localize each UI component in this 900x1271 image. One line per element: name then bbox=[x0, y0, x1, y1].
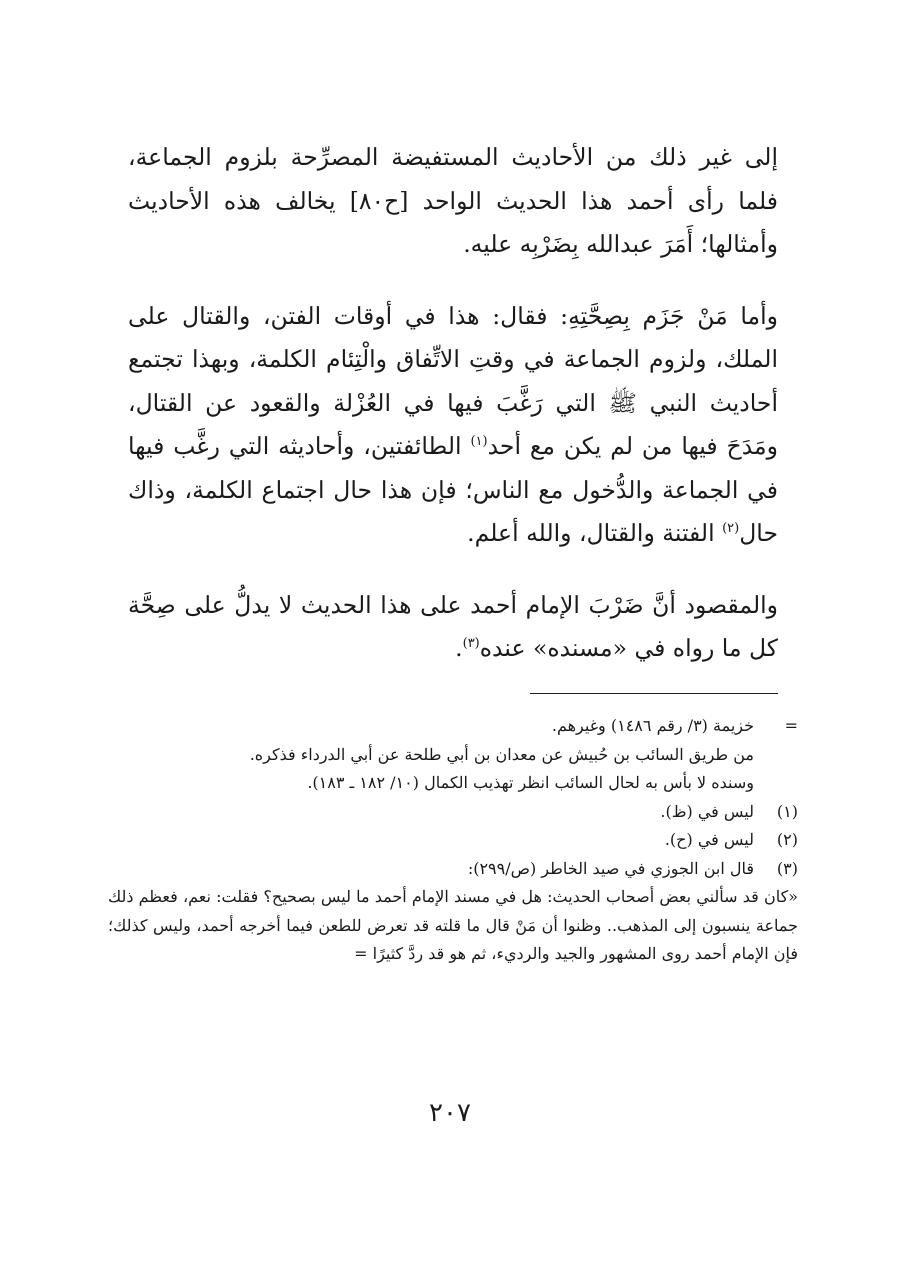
footnote-2-text: ليس في (ح). bbox=[664, 830, 754, 849]
footnote-3 bbox=[108, 855, 798, 884]
footnote-1 bbox=[108, 798, 798, 827]
paragraph-3 bbox=[128, 584, 778, 671]
footnote-1-text: ليس في (ظ). bbox=[660, 801, 754, 821]
footnote-continuation bbox=[108, 712, 798, 741]
main-text bbox=[128, 136, 778, 671]
paragraph-3-text-a: والمقصود أنَّ ضَرْبَ الإمام أحمد على هذا الحديث لا يدلُّ على صِحَّة كل ما رواه في «مسنده» عنده bbox=[128, 590, 778, 662]
footnote-cont-line-1: خزيمة (٣/ رقم ١٤٨٦) وغيرهم. bbox=[551, 716, 754, 735]
continuation-mark: = bbox=[784, 716, 798, 735]
footnote-1-mark: (١) bbox=[776, 801, 798, 821]
footnote-separator bbox=[530, 693, 778, 694]
footnotes bbox=[108, 712, 798, 969]
paragraph-2-text-b: الطائفتين، وأحاديثه التي رغَّب فيها في الجماعة والدُّخول مع الناس؛ فإن هذا حال اجتماع الكلمة، وذاك حال bbox=[128, 432, 778, 547]
paragraph-3-text-b: . bbox=[455, 634, 463, 662]
footnote-cont-line-3: وسنده لا بأس به لحال السائب انظر تهذيب الكمال (١٠/ ١٨٢ ـ ١٨٣). bbox=[307, 773, 754, 792]
page-number: ٢٠٧ bbox=[429, 1098, 471, 1128]
footnote-2-mark: (٢) bbox=[776, 830, 798, 849]
footnote-ref-2: (٢) bbox=[722, 521, 740, 536]
footnote-cont-line-2: من طريق السائب بن حُبيش عن معدان بن أبي طلحة عن أبي الدرداء فذكره. bbox=[249, 744, 754, 764]
paragraph-1 bbox=[128, 136, 778, 267]
paragraph-1-text: إلى غير ذلك من الأحاديث المستفيضة المصرِّحة بلزوم الجماعة، فلما رأى أحمد هذا الحديث الواحد [ح٨٠] يخالف هذه الأحاديث وأمثالها؛ أَمَرَ عبدالله بِضَرْبِه عليه. bbox=[128, 143, 778, 258]
footnote-3-mark: (٣) bbox=[776, 858, 798, 878]
footnote-ref-1: (١) bbox=[470, 434, 488, 449]
footnote-3-quote: «كان قد سألني بعض أصحاب الحديث: هل في مسند الإمام أحمد ما ليس بصحيح؟ فقلت: نعم، فعظم ذلك جماعة ينسبون إلى المذهب.. وظنوا أن مَنْ قال ما قلته قد تعرض للطعن فيما أخرجه أحمد، وليس كذلك؛ فإن الإمام أحمد روى المشهور والجيد والرديء، ثم هو قد ردَّ كثيرًا = bbox=[108, 887, 799, 963]
paragraph-2-text-c: الفتنة والقتال، والله أعلم. bbox=[467, 519, 723, 547]
footnote-3-text: قال ابن الجوزي في صيد الخاطر (ص/٢٩٩): bbox=[467, 858, 754, 878]
paragraph-2-text-a: وأما مَنْ جَزَم بِصِحَّتِهِ: فقال: هذا في أوقات الفتن، والقتال على الملك، ولزوم الجماعة في وقتِ الاتِّفاق والْتِئام الكلمة، وبهذا تجتمع أحاديث النبي ﷺ التي رَغَّبَ فيها في العُزْلة والقعود عن القتال، ومَدَحَ فيها من لم يكن مع أحد bbox=[128, 301, 778, 460]
paragraph-2 bbox=[128, 295, 778, 556]
footnote-ref-3: (٣) bbox=[462, 636, 480, 651]
footnote-2 bbox=[108, 826, 798, 855]
